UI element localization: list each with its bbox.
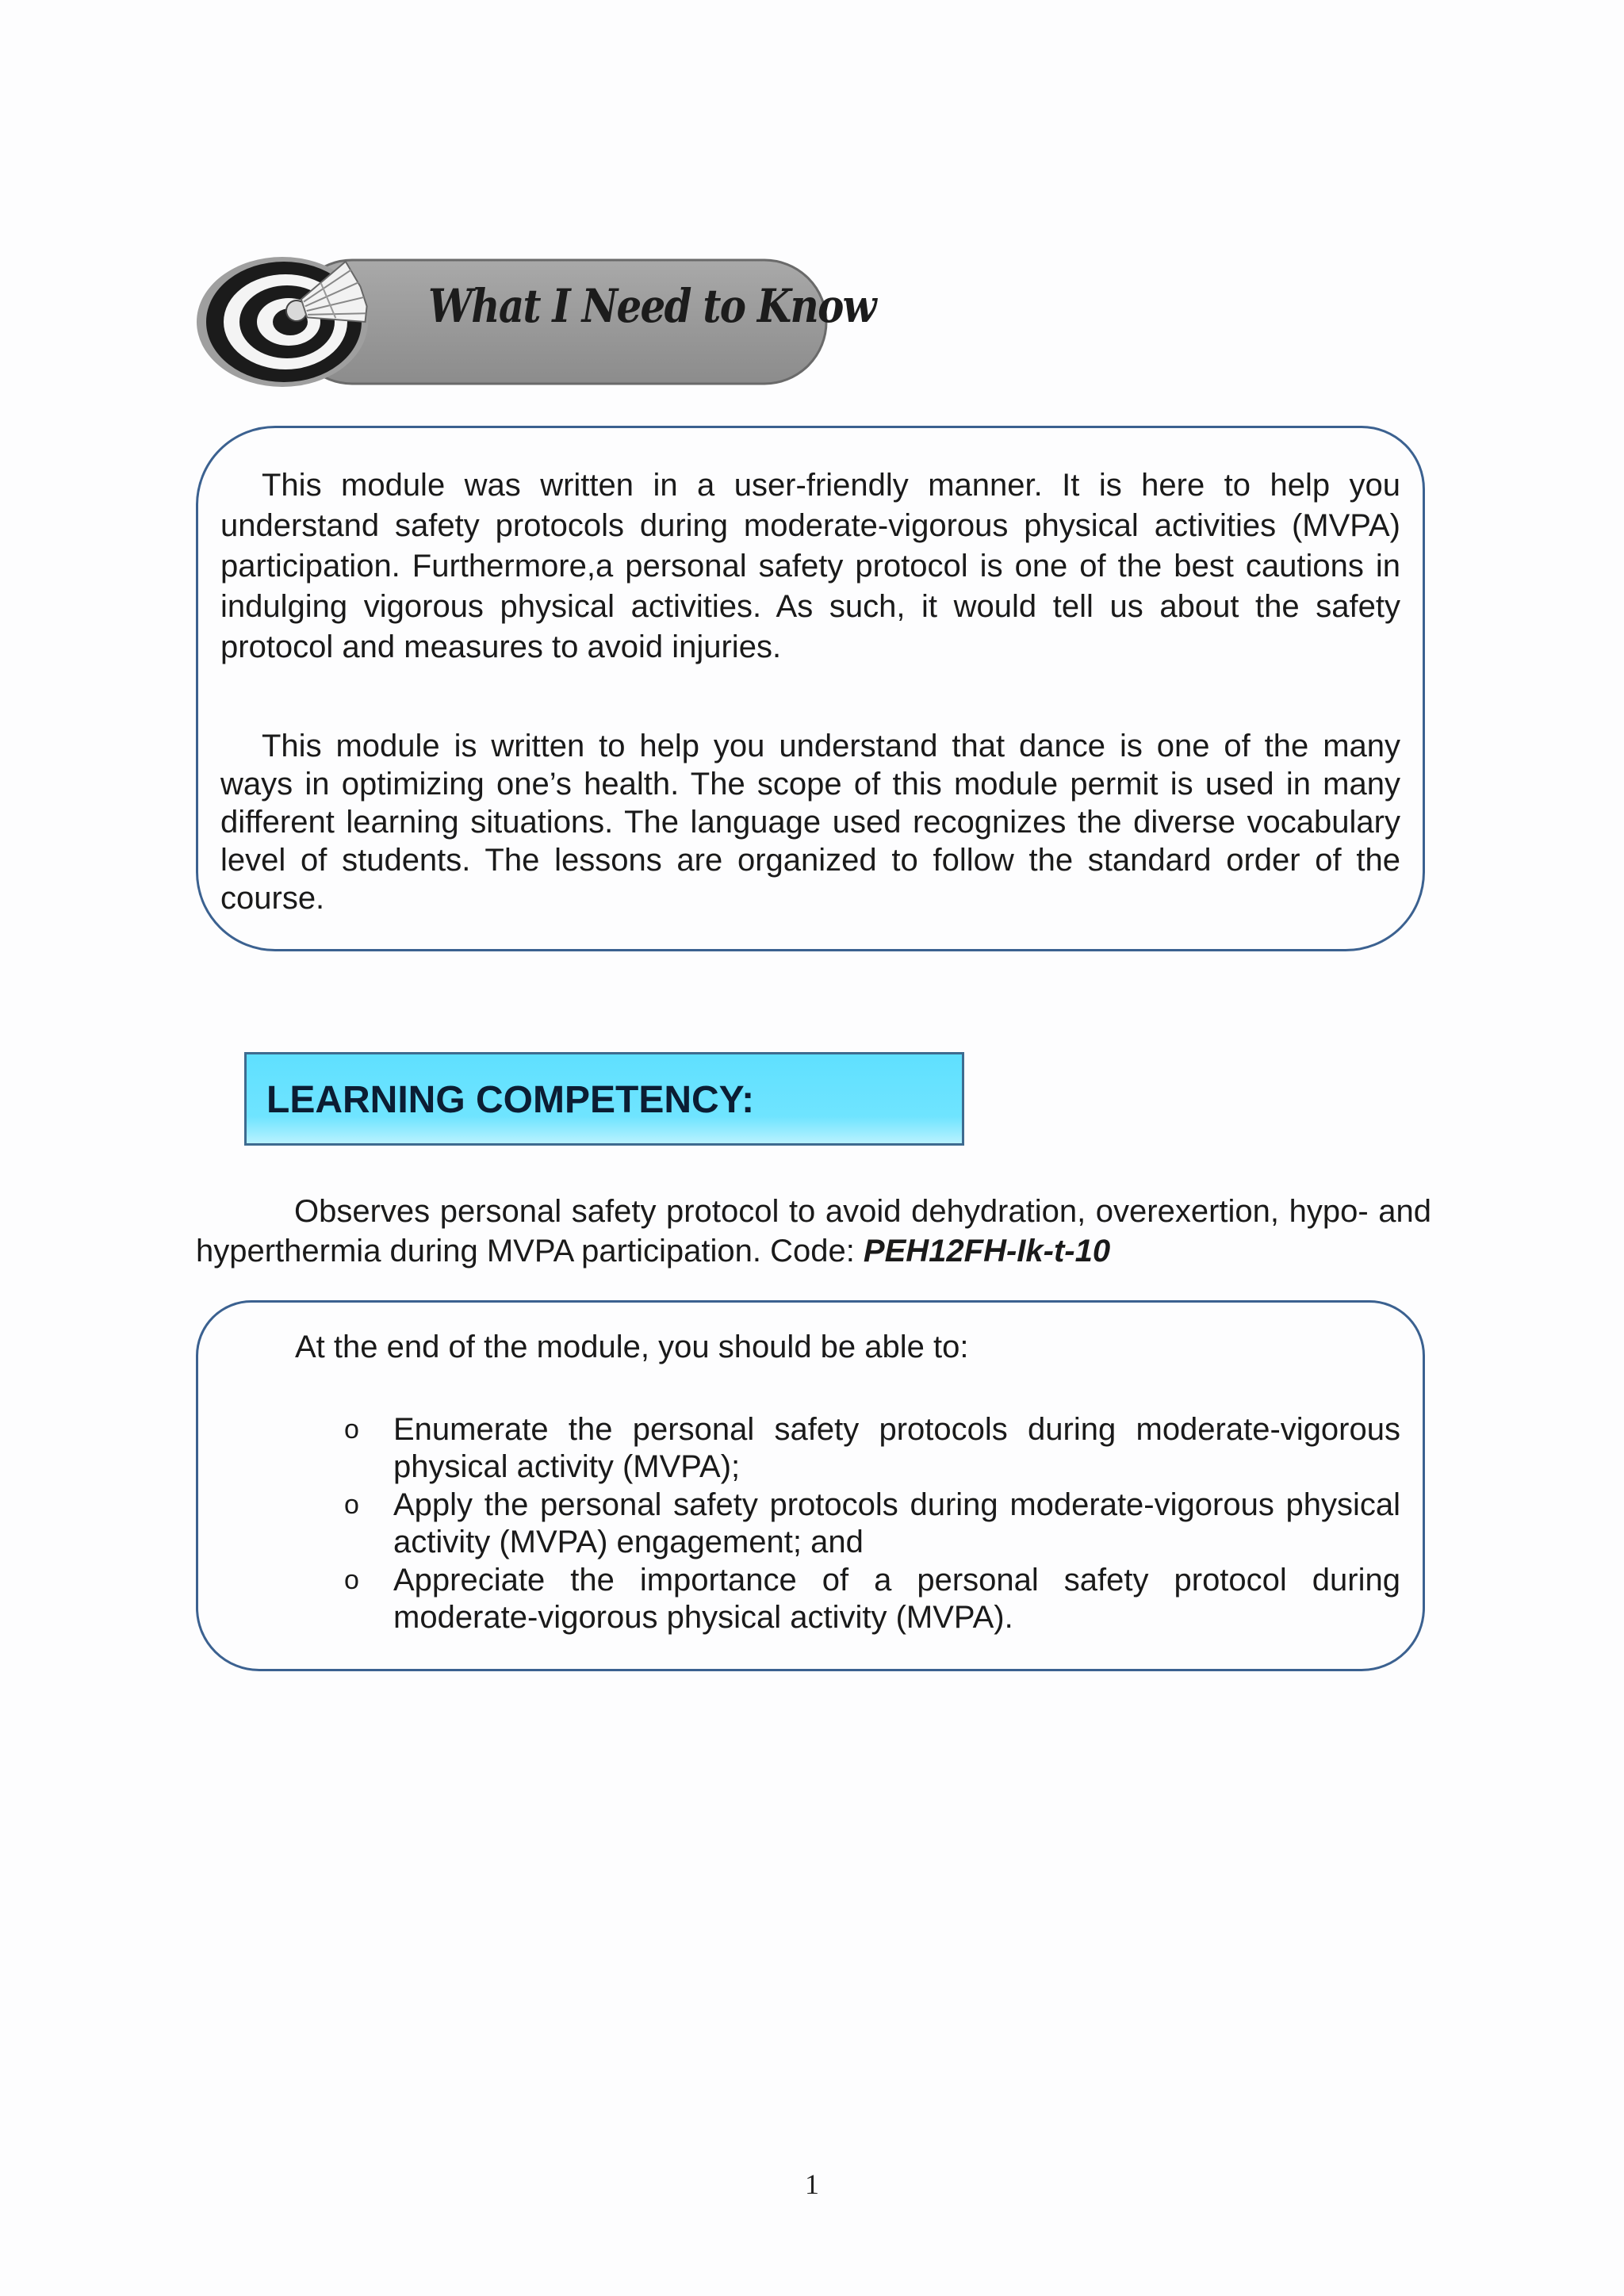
competency-text xyxy=(196,1192,1431,1271)
page-number: 1 xyxy=(805,2168,819,2200)
list-item xyxy=(295,1487,1400,1561)
list-item xyxy=(295,1562,1400,1636)
intro-paragraph-2: This module is written to help you understand that dance is one of the many ways in optimizing one’s health. The scope of this module permit is used in many different learning situations. The language used recognizes the diverse vocabulary level of students. The lessons are organized to follow the standard order of the course. xyxy=(220,729,1400,916)
objectives-list xyxy=(295,1411,1400,1637)
bullet-icon: o xyxy=(344,1414,359,1445)
intro-paragraph-1: This module was written in a user-friendly manner. It is here to help you understand safety protocols during moderate-vigorous physical activities (MVPA) participation. Furthermore,a personal safety protocol is one of the best cautions in indulging vigorous physical activities. As such, it would tell us about the safety protocol and measures to avoid injuries. xyxy=(220,468,1400,664)
list-item xyxy=(295,1411,1400,1486)
competency-heading: LEARNING COMPETENCY: xyxy=(266,1079,755,1121)
competency-description: Observes personal safety protocol to avoid dehydration, overexertion, hypo- and hyperthermia during MVPA participation. Code: xyxy=(196,1194,1431,1269)
objective-text: Apply the personal safety protocols during moderate-vigorous physical activity (MVPA) engagement; and xyxy=(393,1487,1400,1559)
objective-text: Appreciate the importance of a personal safety protocol during moderate-vigorous physical activity (MVPA). xyxy=(393,1563,1400,1635)
competency-heading-box xyxy=(244,1052,964,1146)
bullet-icon: o xyxy=(344,1490,359,1520)
objective-text: Enumerate the personal safety protocols during moderate-vigorous physical activity (MVPA); xyxy=(393,1412,1400,1484)
section-title: What I Need to Know xyxy=(428,279,875,333)
bullet-icon: o xyxy=(344,1565,359,1595)
competency-code: PEH12FH-Ik-t-10 xyxy=(863,1234,1111,1269)
section-banner xyxy=(195,255,875,388)
objectives-intro: At the end of the module, you should be able to: xyxy=(295,1330,969,1364)
